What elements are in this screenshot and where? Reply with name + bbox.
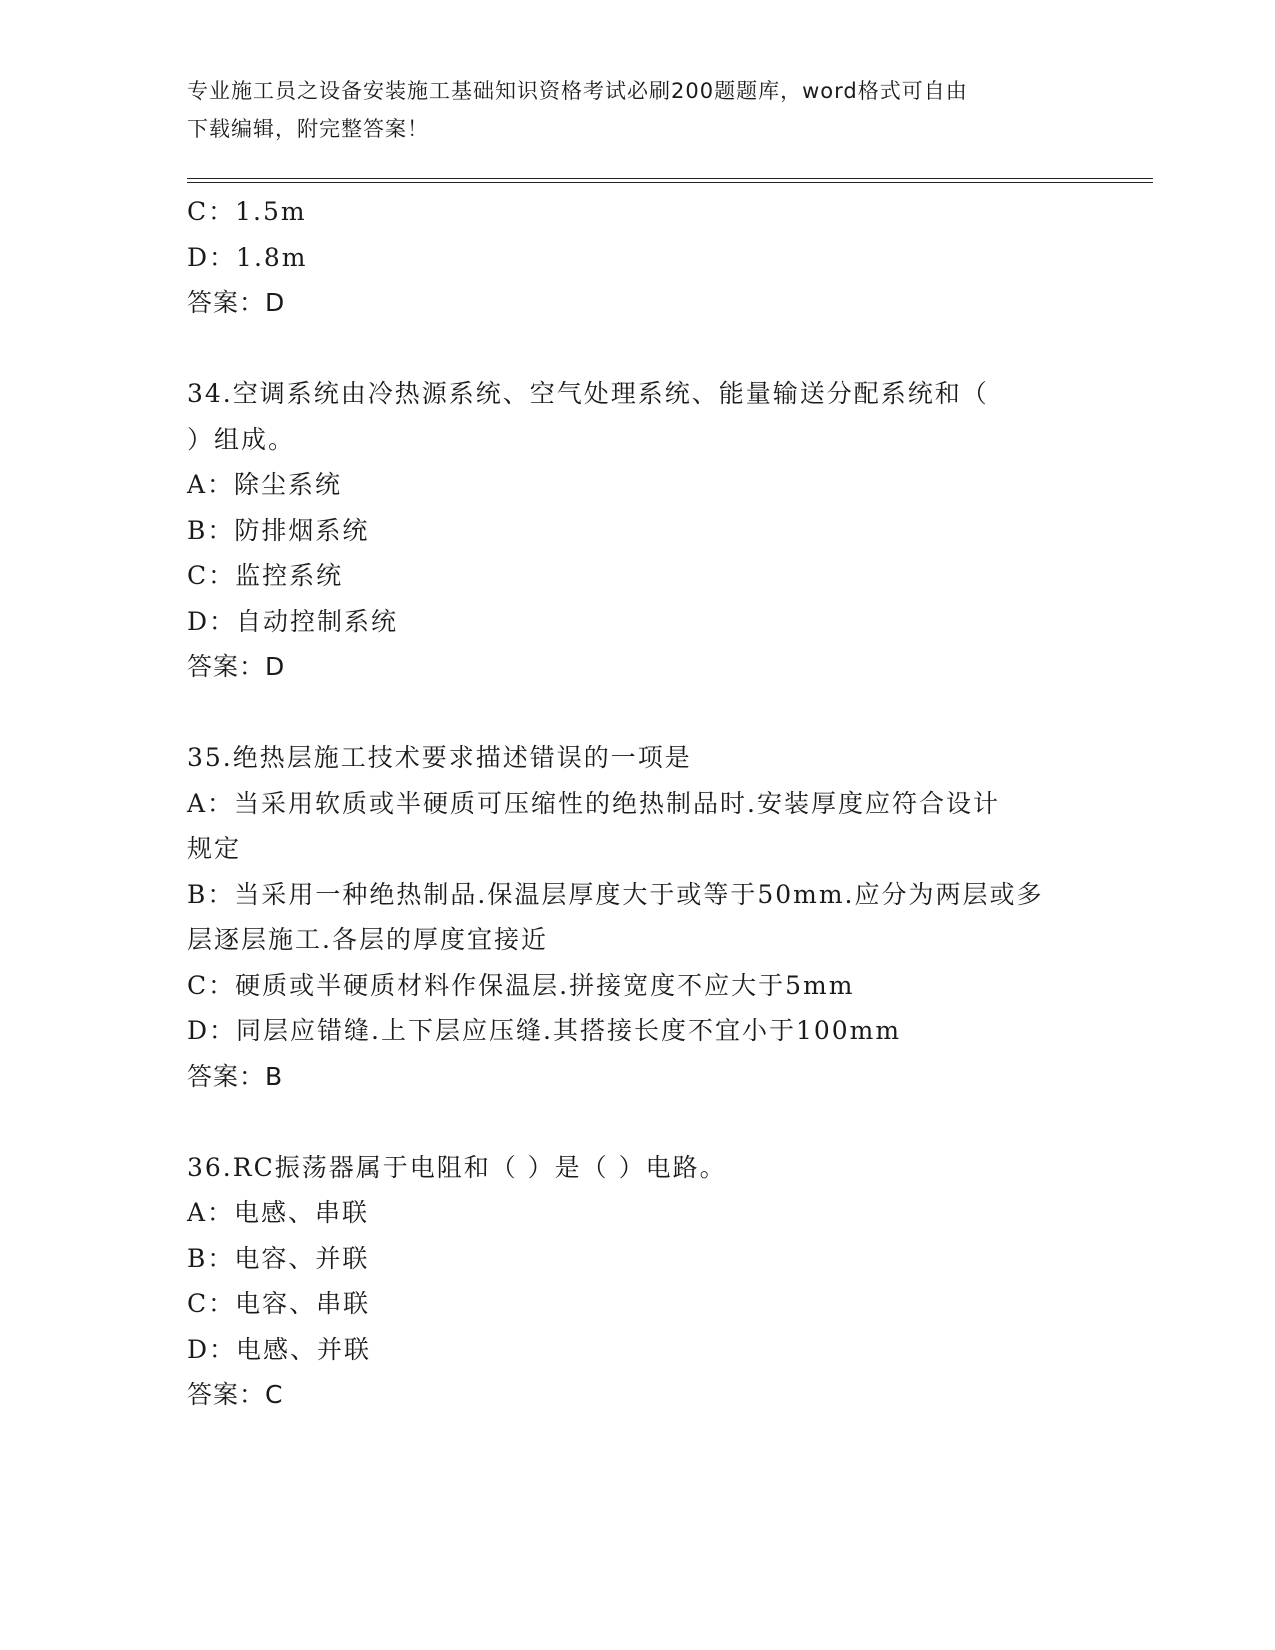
- answer-line: 答案：B: [187, 1061, 284, 1091]
- spacer: [187, 326, 1087, 372]
- question-stem-continued: ）组成。: [187, 424, 296, 454]
- option-b-continued: 层逐层施工.各层的厚度宜接近: [187, 925, 548, 954]
- option-a-continued: 规定: [187, 834, 242, 863]
- option-d: D：电感、并联: [187, 1334, 372, 1364]
- header-line-2: 下载编辑，附完整答案！: [187, 117, 429, 141]
- option-a: A：电感、串联: [187, 1198, 370, 1227]
- answer-line: 答案：D: [187, 288, 286, 317]
- option-c: C：硬质或半硬质材料作保温层.拼接宽度不应大于5mm: [187, 970, 855, 1000]
- option-b: B：当采用一种绝热制品.保温层厚度大于或等于50mm.应分为两层或多: [187, 879, 1044, 909]
- header-divider: [187, 178, 1153, 183]
- question-stem: 35.绝热层施工技术要求描述错误的一项是: [187, 743, 692, 772]
- spacer: [187, 690, 1087, 736]
- option-d: D：自动控制系统: [187, 606, 399, 636]
- previous-question-tail: [187, 189, 1087, 326]
- option-c: C：电容、串联: [187, 1289, 371, 1318]
- option-d: D：1.8m: [187, 242, 308, 272]
- question-36: [187, 1145, 1087, 1418]
- option-a: A：除尘系统: [187, 470, 343, 499]
- answer-line: 答案：D: [187, 652, 286, 681]
- spacer: [187, 1099, 1087, 1145]
- answer-line: 答案：C: [187, 1380, 284, 1409]
- option-c: C：监控系统: [187, 561, 344, 590]
- question-35: [187, 735, 1087, 1099]
- question-content: [187, 189, 1087, 1418]
- question-34: [187, 371, 1087, 690]
- question-stem: 34.空调系统由冷热源系统、空气处理系统、能量输送分配系统和（: [187, 379, 989, 408]
- option-b: B：防排烟系统: [187, 515, 370, 545]
- option-b: B：电容、并联: [187, 1243, 370, 1273]
- option-d: D：同层应错缝.上下层应压缝.其搭接长度不宜小于100mm: [187, 1016, 902, 1045]
- header-line-1: 专业施工员之设备安装施工基础知识资格考试必刷200题题库，word格式可自由: [187, 79, 968, 103]
- option-a: A：当采用软质或半硬质可压缩性的绝热制品时.安装厚度应符合设计: [187, 788, 1001, 818]
- document-header: [187, 72, 1067, 148]
- option-c: C：1.5m: [187, 197, 307, 226]
- question-stem: 36.RC振荡器属于电阻和（ ）是（ ）电路。: [187, 1152, 727, 1182]
